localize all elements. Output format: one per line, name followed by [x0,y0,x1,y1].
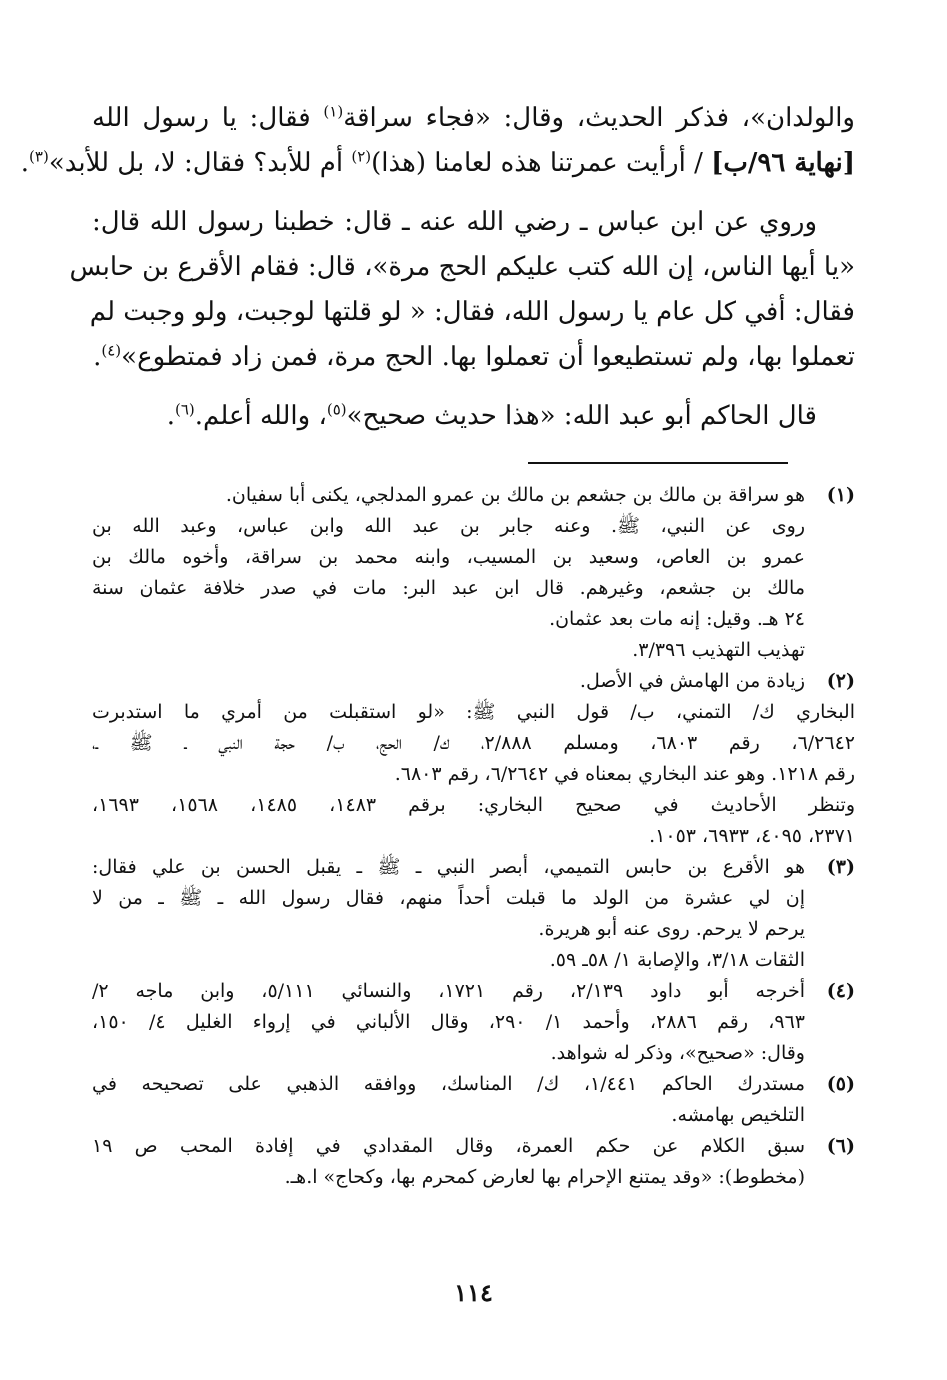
footnote-body [92,480,805,666]
footnote-body [92,852,805,976]
footnote-line: ٢٤ هـ. وقيل: إنه مات بعد عثمان. [549,608,805,630]
footnote-ref[interactable]: (٤) [101,341,122,360]
footnote-number: (٦) [826,1135,855,1157]
text-segment: . [166,401,175,431]
text-segment: فقال: يا رسول الله [92,103,324,133]
footnote-body [92,666,805,697]
footnote-3 [92,852,855,976]
footnote-body [92,1131,805,1193]
footnote-line: إن لي عشرة من الولد ما قبلت أحداً منهم، فقال رسول الله ـ ﷺ ـ من لا [92,887,805,909]
footnote-line: البخاري ك/ التمني، ب/ قول النبي ﷺ: «لو استقبلت من أمري ما استدبرت [92,701,855,723]
folio-separator: / [685,148,712,178]
footnote-line: هو سراقة بن مالك بن جشعم بن مالك بن عمرو المدلجي، يكنى أبا سفيان. [225,484,805,506]
text-line [20,141,855,186]
footnote-4 [92,976,855,1069]
footnote-line: (مخطوط): «وقد يمتنع الإحرام بها لعارض كمحرم بها، وكحاج» ا.هـ. [284,1166,805,1188]
footnote-line: وتنظر الأحاديث في صحيح البخاري: برقم ١٤٨٣، ١٤٨٥، ١٥٦٨، ١٦٩٣، [92,794,856,816]
text-line [92,96,855,141]
footnote-6 [92,1131,855,1193]
paragraph-3 [92,394,855,439]
text-segment: تعملوا بها، ولم تستطيعوا أن تعملوا بها. الحج مرة، فمن زاد فمتطوع» [121,342,855,372]
text-segment: قال الحاكم أبو عبد الله: «هذا حديث صحيح» [346,401,817,431]
footnote-line: تهذيب التهذيب ٣/٣٩٦. [632,639,805,661]
footnote-2-continuation [92,697,855,852]
footnote-line: ٢٣٧١، ٤٠٩٥، ٦٩٣٣، ١٠٥٣. [649,825,855,847]
text-segment: أرأيت عمرتنا هذه لعامنا (هذا) [371,148,686,178]
footnote-body [92,1069,805,1131]
footnote-number: (٤) [826,980,855,1002]
footnote-line: سبق الكلام عن حكم العمرة، وقال المقدادي في إفادة المحب ص ١٩ [92,1135,805,1157]
footnote-line: ٩٦٣، رقم ٢٨٨٦، وأحمد ١/ ٢٩٠، وقال الألباني في إرواء الغليل ٤/ ١٥٠، [92,1011,805,1033]
footnote-number: (٥) [826,1073,855,1095]
paragraph-1 [20,96,855,186]
footnote-line: روى عن النبي، ﷺ. وعنه جابر بن عبد الله وابن عباس، وعبد الله بن [92,515,805,537]
text-segment: . [20,148,30,178]
footnote-line: زيادة من الهامش في الأصل. [579,670,805,692]
footnote-5 [92,1069,855,1131]
footnote-ref[interactable]: (٣) [29,147,49,166]
main-text [20,96,855,439]
paragraph-2 [69,200,855,380]
footnote-2 [92,666,855,697]
text-segment: أم للأبد؟ فقال: لا، بل للأبد» [48,148,352,178]
footnote-1 [92,480,855,666]
text-segment: والولدان»، فذكر الحديث، وقال: «فجاء سراقة [343,103,855,133]
footnote-ref[interactable]: (٦) [174,400,195,419]
footnote-line: رقم ١٢١٨. وهو عند البخاري بمعناه في ٦/٢٦٤٢، رقم ٦٨٠٣. [394,763,855,785]
footnote-line: عمرو بن العاص، وسعيد بن المسيب، وابنه محمد بن سراقة، وأخوه مالك بن [92,546,805,568]
footnote-number: (٣) [826,856,855,878]
text-segment: . [93,342,102,372]
footnote-line: يرحم لا يرحم. روى عنه أبو هريرة. [538,918,805,940]
footnote-line: التلخيص بهامشه. [671,1104,805,1126]
text-line [92,335,855,380]
footnote-number: (٢) [826,670,855,692]
folio-marker: [نهاية ٩٦/ب] [711,148,855,178]
text-line [92,394,855,439]
footnote-line: وقال: «صحيح»، وذكر له شواهد. [550,1042,805,1064]
text-segment: ، والله أعلم. [194,401,327,431]
footnote-number: (١) [826,484,855,506]
footnote-line: مالك بن جشعم، وغيرهم. قال ابن عبد البر: مات في صدر خلافة عثمان سنة [92,577,805,599]
footnote-line: أخرجه أبو داود ٢/١٣٩، رقم ١٧٢١، والنسائي ٥/١١١، وابن ماجه ٢/ [92,980,805,1002]
text-line: وروي عن ابن عباس ـ رضي الله عنه ـ قال: خطبنا رسول الله قال: [92,207,817,237]
footnote-body [92,976,805,1069]
footnote-ref[interactable]: (٢) [351,147,372,166]
footnote-separator [528,462,788,464]
footnotes [92,480,855,1193]
text-line: فقال: أفي كل عام يا رسول الله، فقال: « لو قلتها لوجبت، ولو وجبت لم [89,297,855,327]
footnote-ref[interactable]: (١) [323,102,344,121]
footnote-line: مستدرك الحاكم ١/٤٤١، ك/ المناسك، ووافقه الذهبي على تصحيحه في [92,1073,805,1095]
footnote-line: هو الأقرع بن حابس التميمي، أبصر النبي ـ ﷺ ـ يقبل الحسن بن علي فقال: [92,856,805,878]
page-number: ١١٤ [454,1278,493,1307]
footnote-line: الثقات ٣/١٨، والإصابة ١/ ٥٨ـ ٥٩. [549,949,805,971]
footnote-line: ٦/٢٦٤٢، رقم ٦٨٠٣، ومسلم ٢/٨٨٨، ك/ الحج، ب/ حجة النبي ـ ﷺ ـ، [92,732,855,754]
footnote-ref[interactable]: (٥) [326,400,347,419]
text-line: «يا أيها الناس، إن الله كتب عليكم الحج مرة»، قال: فقام الأقرع بن حابس [69,252,855,282]
